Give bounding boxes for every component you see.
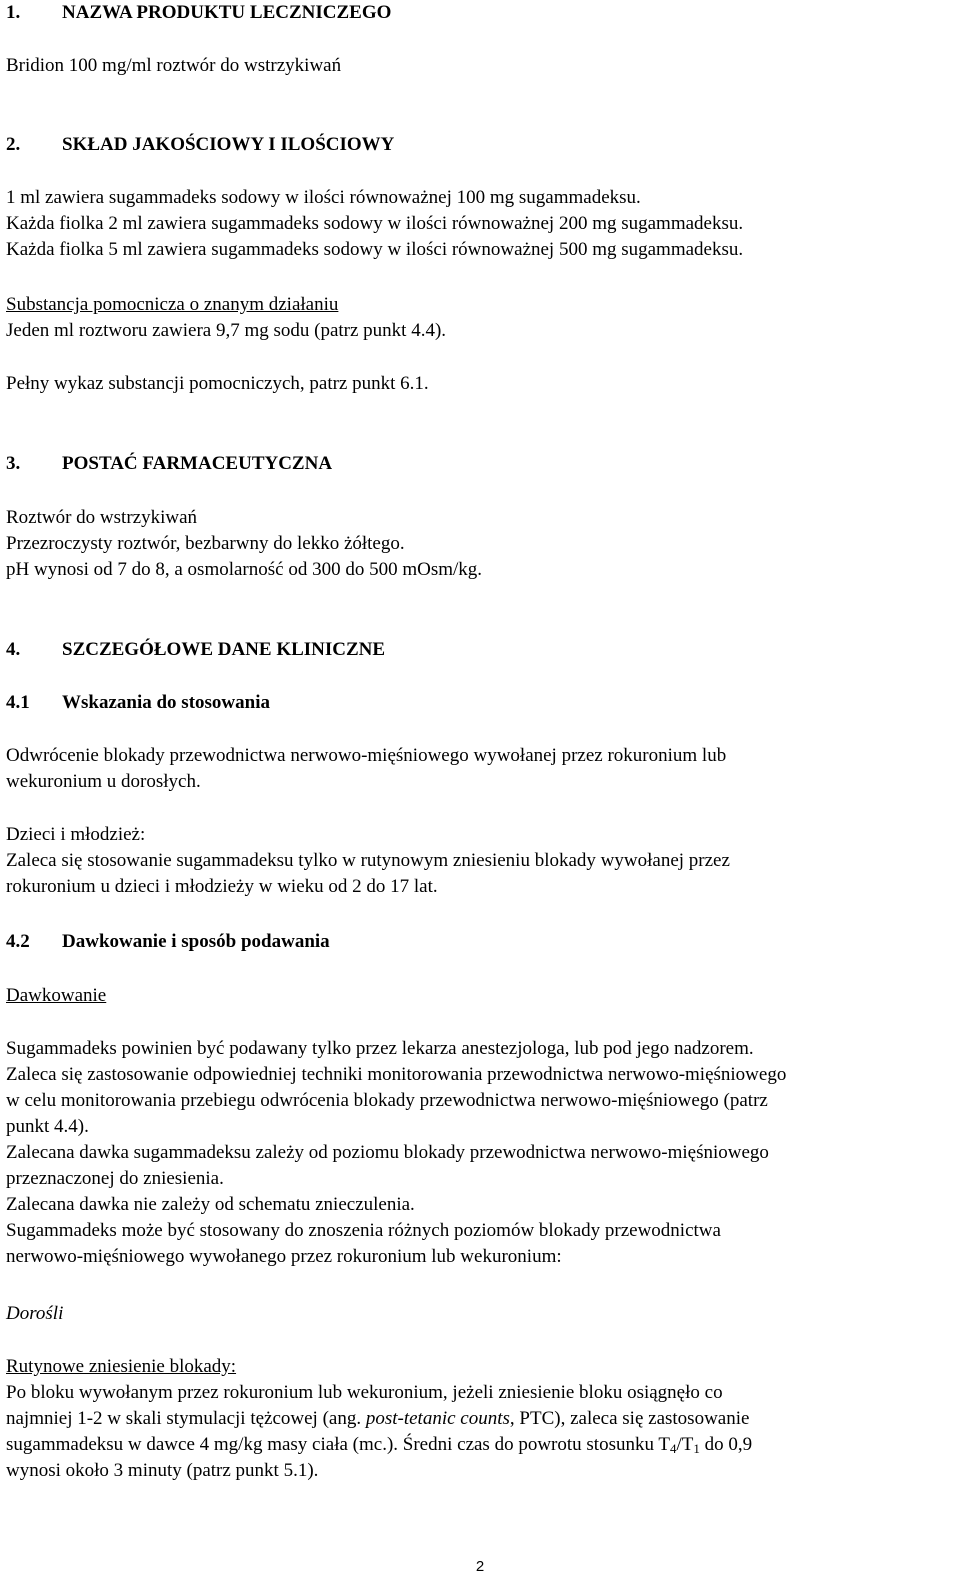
dosage-line: przeznaczonej do zniesienia. (6, 1168, 224, 1189)
ptc-term: post-tetanic counts (365, 1408, 510, 1429)
dosage-line: Zalecana dawka sugammadeksu zależy od poziomu blokady przewodnictwa nerwowo-mięśniowego (6, 1142, 769, 1163)
section-number: 3. (6, 453, 21, 474)
excipient-heading: Substancja pomocnicza o znanym działaniu (6, 294, 339, 315)
routine-heading: Rutynowe zniesienie blokady: (6, 1356, 237, 1377)
section-2-heading (6, 132, 394, 158)
composition-line: 1 ml zawiera sugammadeks sodowy w ilości równoważnej 100 mg sugammadeksu. (6, 187, 641, 208)
form-line: Przezroczysty roztwór, bezbarwny do lekko żółtego. (6, 533, 405, 554)
routine-text: najmniej 1-2 w skali stymulacji tężcowej (ang. (6, 1408, 366, 1429)
section-4-1-heading (6, 690, 270, 716)
routine-text: , PTC), zaleca się zastosowanie (509, 1408, 750, 1429)
section-1-heading (6, 0, 391, 26)
section-number: 2. (6, 134, 21, 155)
section-4-heading (6, 637, 385, 663)
form-line: pH wynosi od 7 do 8, a osmolarność od 300 do 500 mOsm/kg. (6, 559, 483, 580)
dosage-heading: Dawkowanie (6, 985, 107, 1006)
section-4-2-heading (6, 929, 330, 955)
page-number: 2 (475, 1558, 485, 1575)
section-title: SZCZEGÓŁOWE DANE KLINICZNE (62, 639, 386, 660)
indication-line: wekuronium u dorosłych. (6, 771, 201, 792)
section-number: 1. (6, 2, 21, 23)
dosage-line: Sugammadeks powinien być podawany tylko przez lekarza anestezjologa, lub pod jego nadzorem. (6, 1038, 754, 1059)
product-name: Bridion 100 mg/ml roztwór do wstrzykiwań (6, 55, 342, 76)
routine-line (6, 1406, 752, 1432)
dosage-line: Zalecana dawka nie zależy od schematu znieczulenia. (6, 1194, 415, 1215)
routine-line: Po bloku wywołanym przez rokuronium lub wekuronium, jeżeli zniesienie bloku osiągnęło co (6, 1382, 723, 1403)
adults-heading: Dorośli (6, 1303, 64, 1324)
form-line: Roztwór do wstrzykiwań (6, 507, 198, 528)
dosage-line: w celu monitorowania przebiegu odwrócenia blokady przewodnictwa nerwowo-mięśniowego (patrz (6, 1090, 768, 1111)
subscript: 4 (669, 1441, 677, 1456)
routine-text: do 0,9 (699, 1434, 753, 1455)
dosage-line: Zaleca się zastosowanie odpowiedniej techniki monitorowania przewodnictwa nerwowo-mięśniowego (6, 1064, 787, 1085)
dosage-line: nerwowo-mięśniowego wywołanego przez rokuronium lub wekuronium: (6, 1246, 562, 1267)
dosage-line: punkt 4.4). (6, 1116, 89, 1137)
dosage-line: Sugammadeks może być stosowany do znoszenia różnych poziomów blokady przewodnictwa (6, 1220, 721, 1241)
children-label: Dzieci i młodzież: (6, 824, 146, 845)
excipient-text: Jeden ml roztworu zawiera 9,7 mg sodu (patrz punkt 4.4). (6, 320, 447, 341)
indication-line: Odwrócenie blokady przewodnictwa nerwowo-mięśniowego wywołanej przez rokuronium lub (6, 745, 727, 766)
subscript: 1 (693, 1441, 700, 1456)
section-number: 4.1 (6, 692, 30, 713)
section-3-heading (6, 451, 332, 477)
section-title: Wskazania do stosowania (62, 692, 270, 713)
routine-text: /T (676, 1434, 694, 1455)
composition-line: Każda fiolka 2 ml zawiera sugammadeks sodowy w ilości równoważnej 200 mg sugammadeksu. (6, 213, 744, 234)
children-line: Zaleca się stosowanie sugammadeksu tylko w rutynowym zniesieniu blokady wywołanej przez (6, 850, 730, 871)
excipient-list-note: Pełny wykaz substancji pomocniczych, patrz punkt 6.1. (6, 373, 429, 394)
section-title: POSTAĆ FARMACEUTYCZNA (62, 453, 333, 474)
routine-text: sugammadeksu w dawce 4 mg/kg masy ciała (mc.). Średni czas do powrotu stosunku T (6, 1434, 670, 1455)
section-title: Dawkowanie i sposób podawania (62, 931, 330, 952)
section-number: 4.2 (6, 931, 30, 952)
section-title: SKŁAD JAKOŚCIOWY I ILOŚCIOWY (62, 134, 395, 155)
composition-line: Każda fiolka 5 ml zawiera sugammadeks sodowy w ilości równoważnej 500 mg sugammadeksu. (6, 239, 744, 260)
children-line: rokuronium u dzieci i młodzieży w wieku od 2 do 17 lat. (6, 876, 438, 897)
routine-line: wynosi około 3 minuty (patrz punkt 5.1). (6, 1460, 319, 1481)
routine-line (6, 1432, 752, 1458)
section-title: NAZWA PRODUKTU LECZNICZEGO (62, 2, 392, 23)
section-number: 4. (6, 639, 21, 660)
